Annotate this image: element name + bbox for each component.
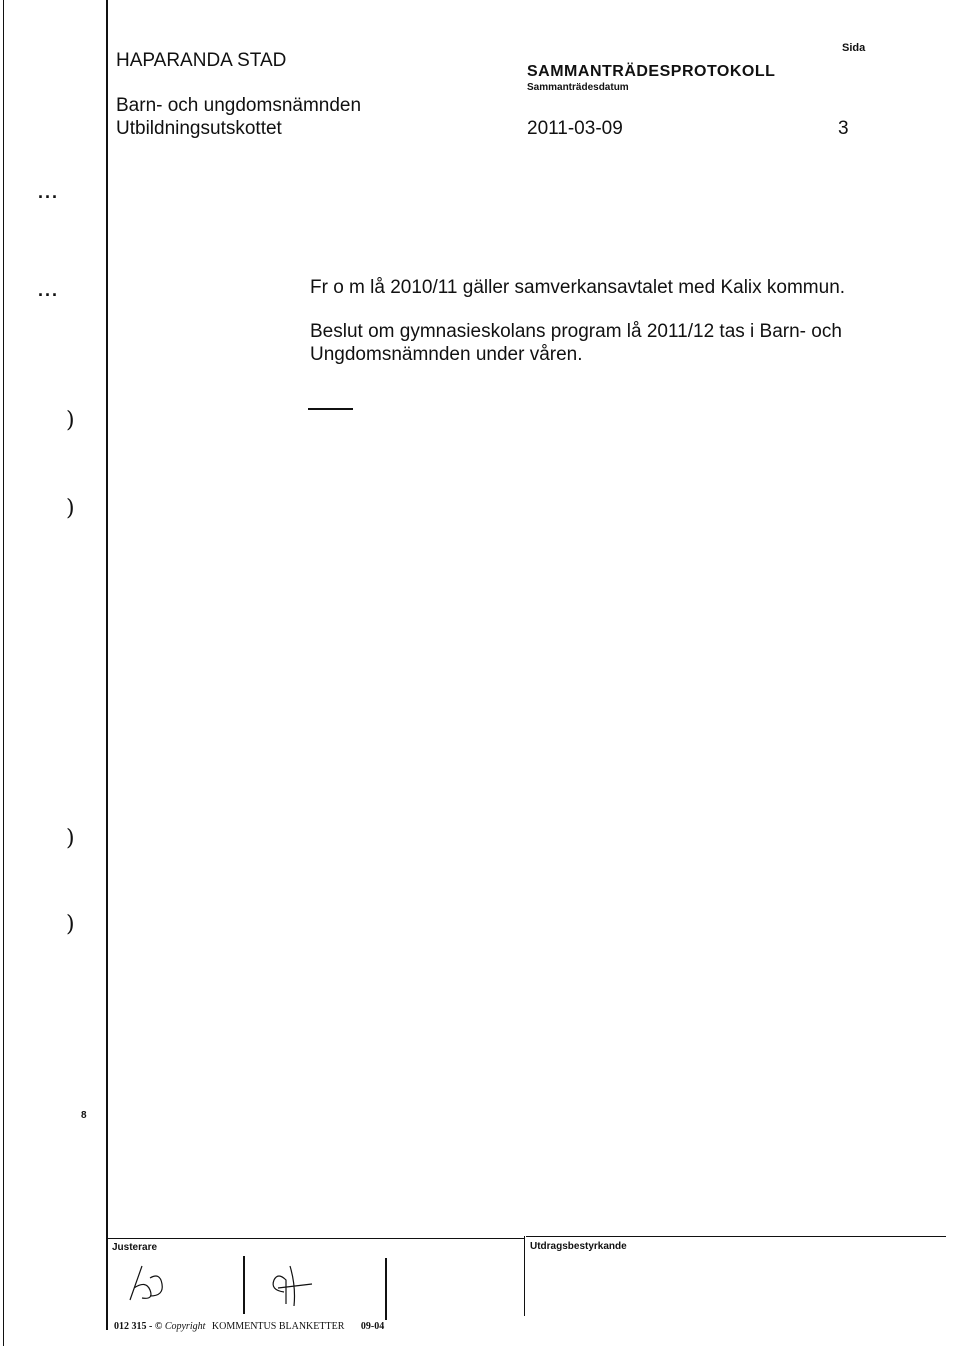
margin-paren-2: )	[66, 496, 75, 521]
signature-divider-2	[385, 1258, 387, 1320]
footer-divider	[524, 1236, 525, 1316]
signature-2-icon	[260, 1256, 320, 1316]
utdrag-label: Utdragsbestyrkande	[530, 1241, 627, 1252]
municipality-name: HAPARANDA STAD	[116, 50, 287, 71]
date-label: Sammanträdesdatum	[527, 82, 629, 93]
meeting-date: 2011-03-09	[527, 118, 623, 139]
document-type: SAMMANTRÄDESPROTOKOLL	[527, 63, 776, 80]
board-name: Barn- och ungdomsnämnden	[116, 95, 362, 116]
signature-divider-1	[243, 1256, 245, 1314]
left-margin-rule	[106, 0, 108, 1330]
form-code-line	[114, 1321, 384, 1332]
paragraph-samverkansavtal: Fr o m lå 2010/11 gäller samverkansavtalet med Kalix kommun.	[310, 277, 846, 298]
paragraph-beslut-line-2: Ungdomsnämnden under våren.	[310, 344, 583, 365]
end-of-section-rule	[308, 408, 353, 410]
margin-paren-4: )	[66, 912, 75, 937]
page-number: 3	[838, 118, 849, 139]
committee-name: Utbildningsutskottet	[116, 118, 282, 139]
copyright-word: Copyright	[164, 1321, 206, 1332]
footer-top-rule	[106, 1238, 524, 1239]
margin-dots-1: ...	[38, 182, 60, 202]
company-name: KOMMENTUS BLANKETTER	[211, 1321, 345, 1332]
footer-top-rule-right	[526, 1236, 946, 1237]
justerare-label: Justerare	[112, 1242, 158, 1253]
margin-dots-2: ...	[38, 280, 60, 300]
form-version: 09-04	[360, 1321, 385, 1332]
signature-1-icon	[120, 1260, 180, 1310]
margin-paren-1: )	[66, 408, 75, 433]
paragraph-beslut-line-1: Beslut om gymnasieskolans program lå 2011/12 tas i Barn- och	[310, 321, 842, 342]
form-code: 012 315 - ©	[114, 1321, 165, 1332]
margin-number: 8	[81, 1110, 87, 1121]
page-label: Sida	[842, 42, 866, 54]
margin-paren-3: )	[66, 826, 75, 851]
page-edge-rule	[3, 0, 4, 1346]
